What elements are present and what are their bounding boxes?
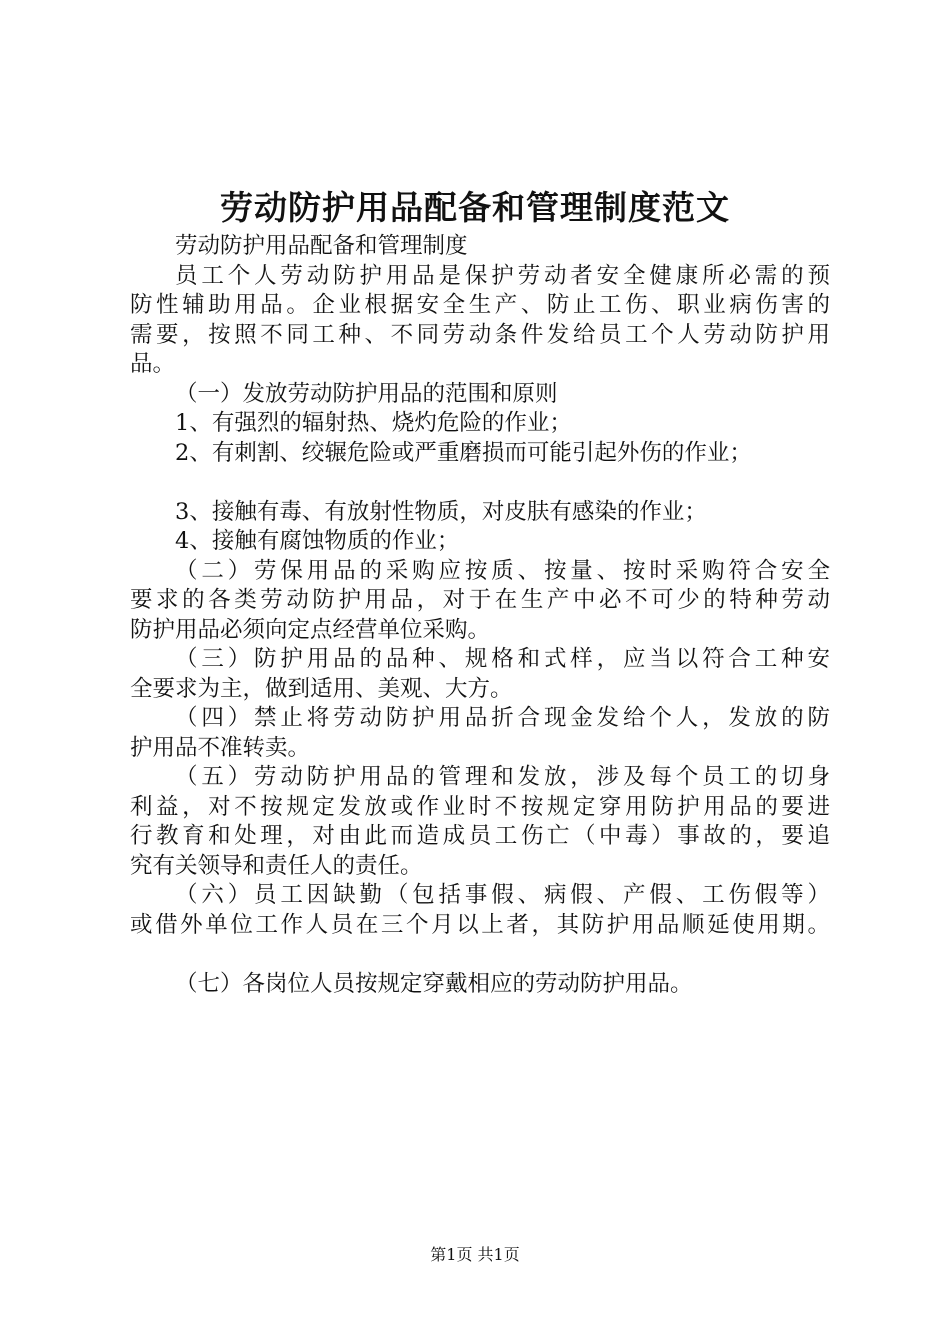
document-body: [130, 232, 830, 999]
text-line: 全要求为主，做到适用、美观、大方。: [130, 675, 513, 702]
text-line: 4、接触有腐蚀物质的作业；: [175, 528, 460, 554]
text-line: （三）防护用品的品种、规格和式样，应当以符合工种安: [175, 646, 830, 672]
blank-line: [130, 940, 830, 970]
text-line: 品。: [130, 351, 176, 377]
text-line: 要求的各类劳动防护用品，对于在生产中必不可少的特种劳动: [130, 587, 830, 613]
text-line: 3、接触有毒、有放射性物质，对皮肤有感染的作业；: [175, 498, 707, 525]
document-title: 劳动防护用品配备和管理制度范文: [220, 188, 730, 227]
text-line: 究有关领导和责任人的责任。: [130, 852, 423, 879]
text-line: 行教育和处理，对由此而造成员工伤亡（中毒）事故的，要追: [130, 823, 830, 849]
page-footer: 第1页 共1页: [430, 1245, 520, 1264]
text-line: 需要，按照不同工种、不同劳动条件发给员工个人劳动防护用: [130, 321, 830, 348]
blank-line: [130, 468, 830, 498]
text-line: 防性辅助用品。企业根据安全生产、防止工伤、职业病伤害的: [130, 292, 830, 318]
text-line: （二）劳保用品的采购应按质、按量、按时采购符合安全: [175, 557, 830, 584]
text-line: 护用品不准转卖。: [130, 734, 311, 761]
text-line: 员工个人劳动防护用品是保护劳动者安全健康所必需的预: [175, 262, 830, 289]
text-line: 1、有强烈的辐射热、烧灼危险的作业；: [175, 410, 572, 436]
text-line: （一）发放劳动防护用品的范围和原则: [175, 380, 558, 407]
text-line: 利益，对不按规定发放或作业时不按规定穿用防护用品的要进: [130, 793, 830, 820]
text-line: 2、有刺割、绞辗危险或严重磨损而可能引起外伤的作业；: [175, 439, 752, 466]
text-line: （五）劳动防护用品的管理和发放，涉及每个员工的切身: [175, 764, 830, 790]
text-line: 或借外单位工作人员在三个月以上者，其防护用品顺延使用期。: [130, 911, 830, 938]
text-line: 劳动防护用品配备和管理制度: [175, 233, 468, 259]
text-line: （六）员工因缺勤（包括事假、病假、产假、工伤假等）: [175, 882, 830, 908]
text-line: 防护用品必须向定点经营单位采购。: [130, 616, 491, 643]
text-line: （四）禁止将劳动防护用品折合现金发给个人，发放的防: [175, 705, 830, 731]
text-line: （七）各岗位人员按规定穿戴相应的劳动防护用品。: [175, 970, 693, 997]
